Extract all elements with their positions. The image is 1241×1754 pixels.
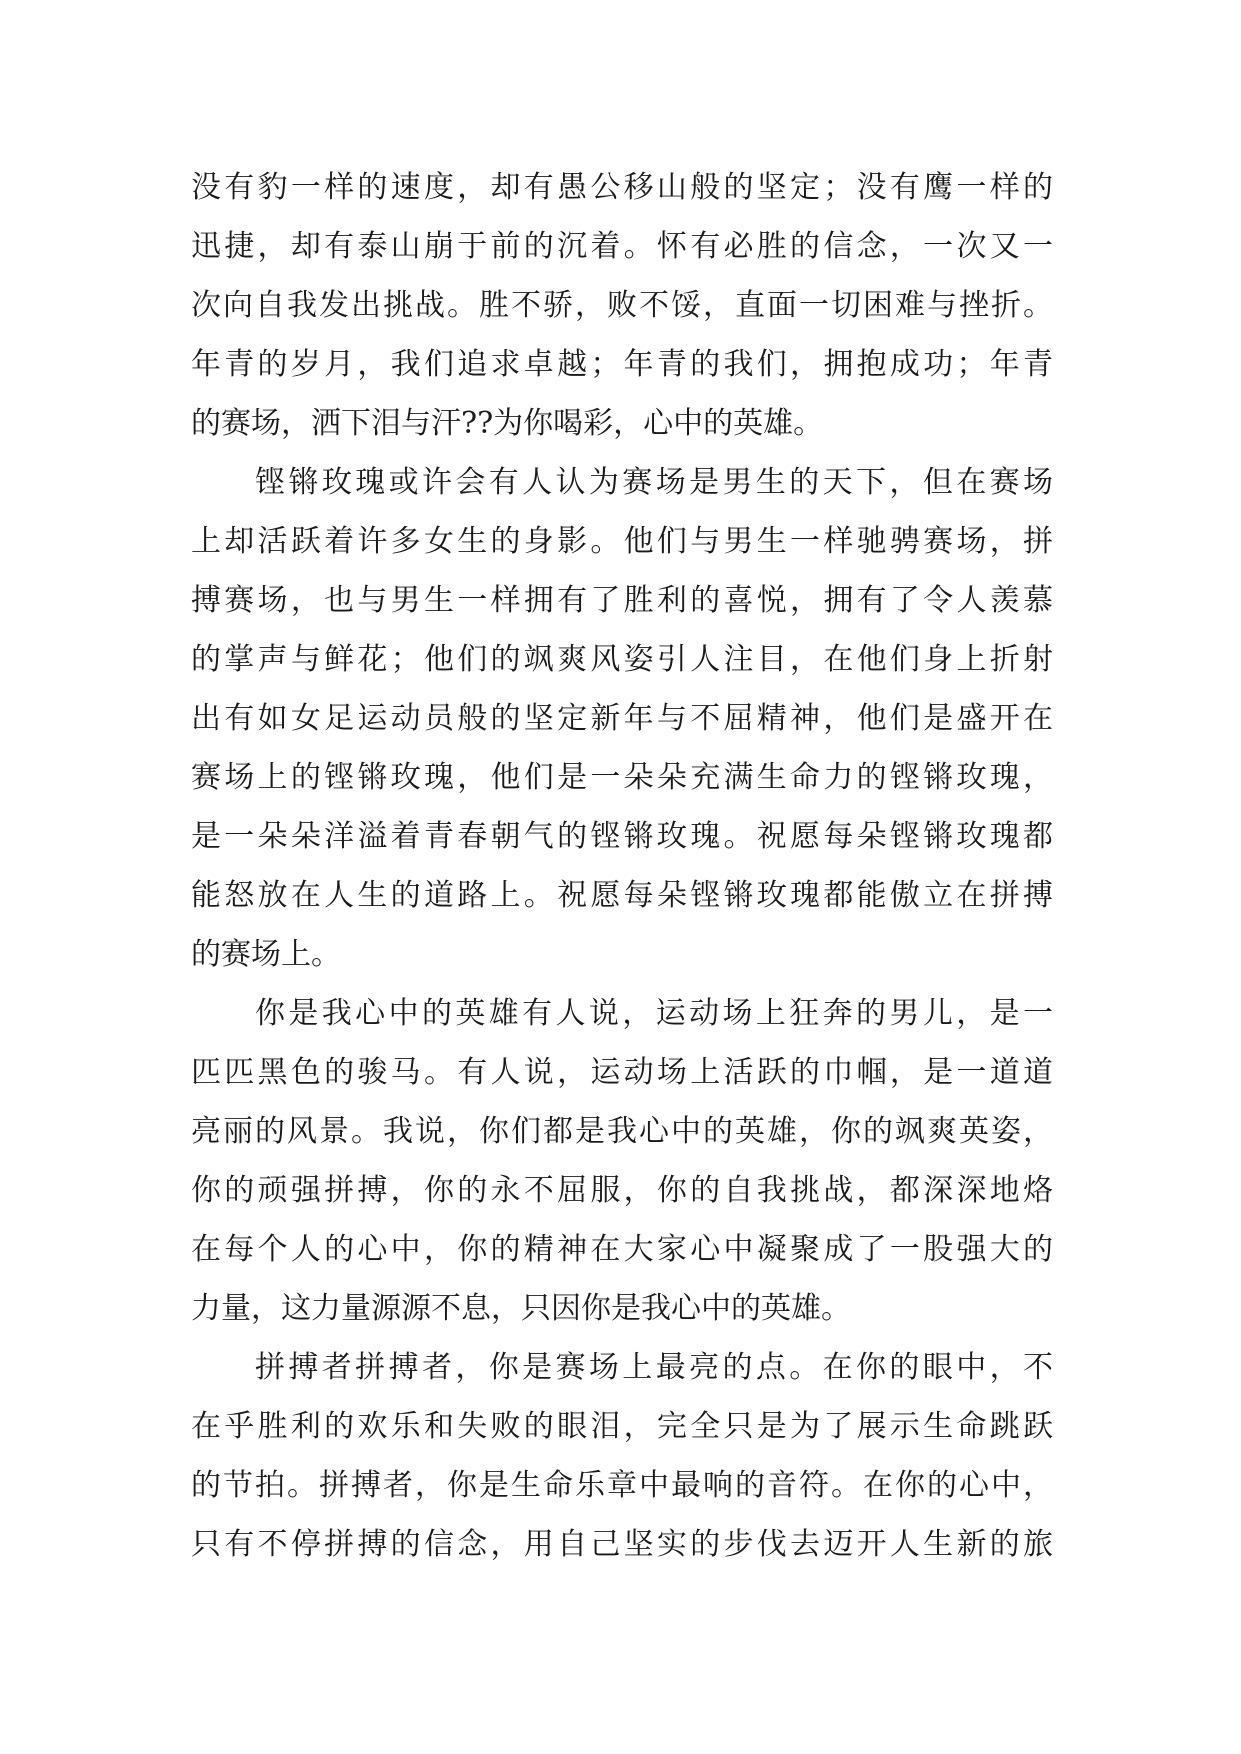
text-line: 亮丽的风景。我说，你们都是我心中的英雄，你的飒爽英姿， <box>191 1114 1053 1149</box>
text-line: 的赛场上。 <box>191 937 341 972</box>
text-line: 是一朵朵洋溢着青春朝气的铿锵玫瑰。祝愿每朵铿锵玫瑰都 <box>191 819 1053 854</box>
text-line: 你是我心中的英雄有人说，运动场上狂奔的男儿，是一 <box>255 996 1053 1031</box>
text-line: 上却活跃着许多女生的身影。他们与男生一样驰骋赛场，拼 <box>191 524 1053 559</box>
text-line: 次向自我发出挑战。胜不骄，败不馁，直面一切困难与挫折。 <box>191 288 1053 323</box>
text-line: 搏赛场，也与男生一样拥有了胜利的喜悦，拥有了令人羡慕 <box>191 583 1053 618</box>
text-line: 能怒放在人生的道路上。祝愿每朵铿锵玫瑰都能傲立在拼搏 <box>191 878 1053 913</box>
text-line: 的赛场，洒下泪与汗??为你喝彩，心中的英雄。 <box>191 406 824 441</box>
text-line: 匹匹黑色的骏马。有人说，运动场上活跃的巾帼，是一道道 <box>191 1055 1053 1090</box>
text-line: 只有不停拼搏的信念，用自己坚实的步伐去迈开人生新的旅 <box>191 1527 1053 1562</box>
text-line: 年青的岁月，我们追求卓越；年青的我们，拥抱成功；年青 <box>191 347 1053 382</box>
text-line: 的掌声与鲜花；他们的飒爽风姿引人注目，在他们身上折射 <box>191 642 1053 677</box>
text-line: 出有如女足运动员般的坚定新年与不屈精神，他们是盛开在 <box>191 701 1053 736</box>
body-text <box>191 158 1053 1574</box>
text-line: 力量，这力量源源不息，只因你是我心中的英雄。 <box>191 1291 851 1326</box>
text-line: 你的顽强拼搏，你的永不屈服，你的自我挑战，都深深地烙 <box>191 1173 1053 1208</box>
text-line: 铿锵玫瑰或许会有人认为赛场是男生的天下，但在赛场 <box>255 465 1053 500</box>
text-line: 在每个人的心中，你的精神在大家心中凝聚成了一股强大的 <box>191 1232 1053 1267</box>
text-line: 没有豹一样的速度，却有愚公移山般的坚定；没有鹰一样的 <box>191 170 1053 205</box>
text-line: 迅捷，却有泰山崩于前的沉着。怀有必胜的信念，一次又一 <box>191 229 1053 264</box>
text-line: 赛场上的铿锵玫瑰，他们是一朵朵充满生命力的铿锵玫瑰， <box>191 760 1053 795</box>
text-line: 拼搏者拼搏者，你是赛场上最亮的点。在你的眼中，不 <box>255 1350 1053 1385</box>
text-line: 在乎胜利的欢乐和失败的眼泪，完全只是为了展示生命跳跃 <box>191 1409 1053 1444</box>
text-line: 的节拍。拼搏者，你是生命乐章中最响的音符。在你的心中， <box>191 1468 1053 1503</box>
